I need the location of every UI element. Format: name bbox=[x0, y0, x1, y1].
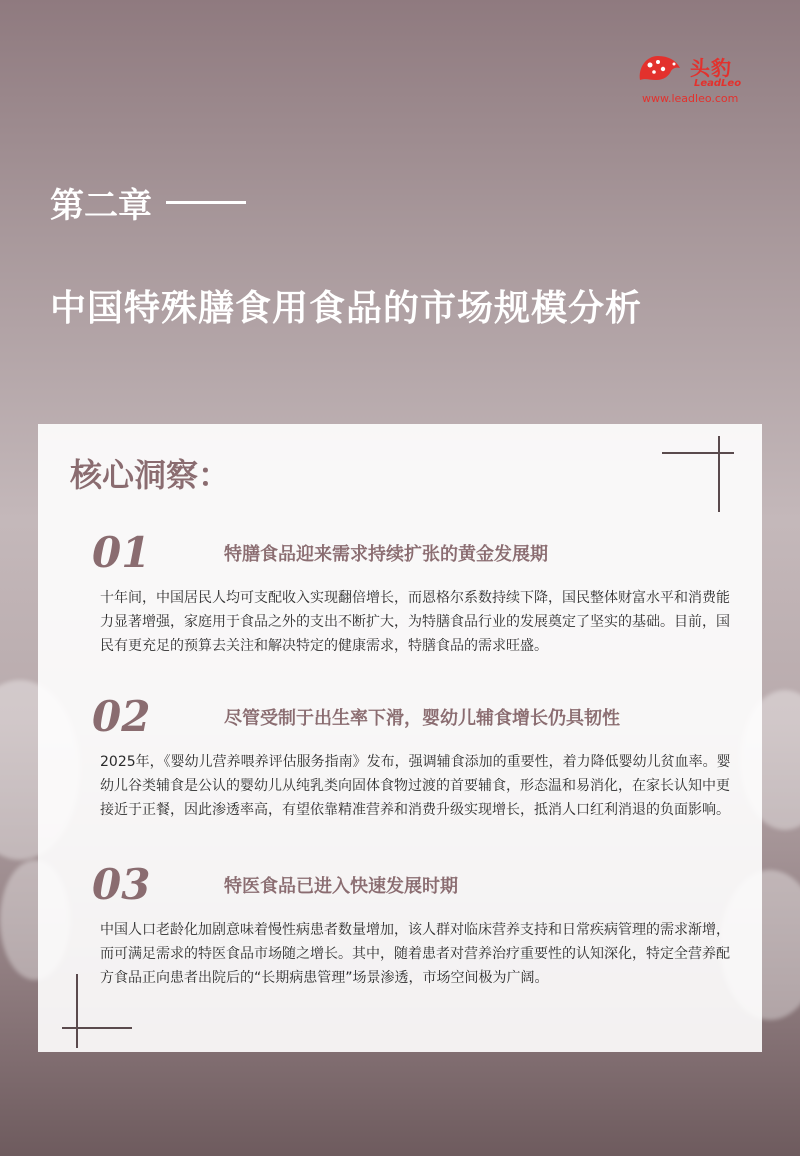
logo-url: www.leadleo.com bbox=[642, 92, 739, 105]
chapter-heading bbox=[50, 178, 246, 227]
item-body: 2025年，《婴幼儿营养喂养评估服务指南》发布，强调辅食添加的重要性，着力降低婴幼儿贫血率。婴幼儿谷类辅食是公认的婴幼儿从纯乳类向固体食物过渡的首要辅食，形态温和易消化，在家长认知中更接近于正餐，因此渗透率高，有望依靠精准营养和消费升级实现增长，抵消人口红利消退的负面影响。 bbox=[100, 754, 731, 818]
insight-label: 核心洞察： bbox=[70, 456, 231, 494]
corner-crosshair-vertical bbox=[718, 436, 720, 512]
leadleo-logo bbox=[636, 50, 756, 108]
logo-en-text: LeadLeo bbox=[694, 78, 742, 89]
logo-cn-text: 头豹 bbox=[690, 56, 732, 80]
item-body: 十年间，中国居民人均可支配收入实现翻倍增长，而恩格尔系数持续下降，国民整体财富水平和消费能力显著增强，家庭用于食品之外的支出不断扩大，为特膳食品行业的发展奠定了坚实的基础。目前，国民有更充足的预算去关注和解决特定的健康需求，特膳食品的需求旺盛。 bbox=[100, 590, 730, 654]
item-number: 02 bbox=[92, 692, 151, 741]
leopard-logo-icon bbox=[636, 50, 682, 86]
item-heading: 特膳食品迎来需求持续扩张的黄金发展期 bbox=[224, 544, 548, 565]
chapter-dash bbox=[166, 201, 246, 204]
chapter-label: 第二章 bbox=[50, 186, 152, 226]
item-body: 中国人口老龄化加剧意味着慢性病患者数量增加，该人群对临床营养支持和日常疾病管理的需求渐增，而可满足需求的特医食品市场随之增长。其中，随着患者对营养治疗重要性的认知深化，特定全营养配方食品正向患者出院后的“长期病患管理”场景渗透，市场空间极为广阔。 bbox=[100, 922, 730, 986]
corner-crosshair-horizontal bbox=[662, 452, 734, 454]
corner-crosshair-vertical bbox=[76, 974, 78, 1048]
item-heading: 尽管受制于出生率下滑，婴幼儿辅食增长仍具韧性 bbox=[224, 708, 620, 729]
corner-crosshair-horizontal bbox=[62, 1027, 132, 1029]
item-number: 01 bbox=[92, 528, 151, 577]
item-number: 03 bbox=[92, 860, 151, 909]
insight-card bbox=[38, 424, 762, 1052]
item-heading: 特医食品已进入快速发展时期 bbox=[224, 876, 458, 897]
page-title: 中国特殊膳食用食品的市场规模分析 bbox=[50, 288, 643, 329]
